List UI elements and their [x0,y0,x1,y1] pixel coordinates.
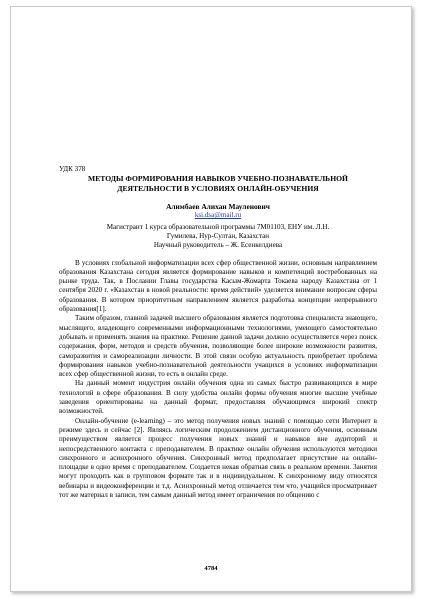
body-paragraph-2: Таким образом, главной задачей высшего образования является подготовка специалиста знающего, мыслящего, владеющего современными информационными технологиями, умеющего самостоятельно добывать и применять знания на практике. Решение данной задачи должно осуществляется через поиск содержания, форм, методов и средств обучения, позволяющие более широкие возможности развития, саморазвития и самореализации личности. В этой связи особую актуальность приобретает проблема формирования навыков учебно-познавательной деятельности учащихся в условиях информатизации всех сфер общественной жизни, то есть в онлайн среде. [59,314,377,379]
author-email-link[interactable]: ksi.dsa@mail.ru [194,211,242,220]
title-line-1: МЕТОДЫ ФОРМИРОВАНИЯ НАВЫКОВ УЧЕБНО-ПОЗНАВАТЕЛЬНОЙ [88,174,348,184]
spacer [59,251,377,259]
udc-code: УДК 378 [59,165,86,173]
body-paragraph-1: В условиях глобальной информатизации всех сфер общественной жизни, основным направлением образования Казахстана сегодня является формирование навыков и компетенций востребованных на рынке труда. Так, в Послании Главы государства Касым-Жомарта Токаева народу Казахстана от 1 сентября 2020 г. «Казахстан в новой реальности: время действий» уделяется внимание вопросам сферы образования. В котором приоритетным направлением является разработка концепции непрерывного образования[1]. [59,258,377,314]
supervisor-line: Научный руководитель – Ж. Есенкелдиева [153,241,283,250]
page-number: 4784 [204,565,218,572]
affiliation-line-1: Магистрант 1 курса образовательной программы 7М01103, ЕНУ им. Л.Н. [106,222,330,231]
affiliation-line-2: Гумилева, Нур-Султан, Казахстан [166,232,270,240]
body-paragraph-3: На данный момент индустрия онлайн обучения одна из самых быстро развивающихся в мире технологий в сфере образования. В силу удобства онлайн формы обучения многие высшие учебные заведения ориентированы на данный формат, предоставляя обучающимся широкий спектр возможностей. [59,379,377,416]
title-line-2: ДЕЯТЕЛЬНОСТИ В УСЛОВИЯХ ОНЛАЙН-ОБУЧЕНИЯ [117,183,319,193]
body-paragraph-4: Онлайн-обучение (e-learning) – это метод получения новых знаний с помощью сети Интернет в режиме здесь и сейчас [2]. Являясь логическим продолжением дистанционного обучения, основным преимуществом является процесс получения новых знаний и навыков вне аудиторий и непосредственного контакта с преподавателем. В практике онлайн обучения используются методики синхронного и асинхронного обучения. Синхронный метод предполагает присутствие на онлайн-площадке в одно время с преподавателем. Создается некая обратная связь в реальном времени. Занятия могут проходить как в групповом формате так и в индивидуальном. К синхронному виду относятся вебинары и видеоконференции и т.д. Асинхронный метод отличается тем что, учащийся просматривает тот же материал в записи, тем самым данный метод имеет ограничения по общению с [59,416,377,500]
author-name: Алимбаев Алихан Мауленович [166,202,270,212]
page-content [59,165,377,500]
paper-title [59,174,377,193]
document-page [10,6,412,592]
author-affiliation [59,223,377,251]
